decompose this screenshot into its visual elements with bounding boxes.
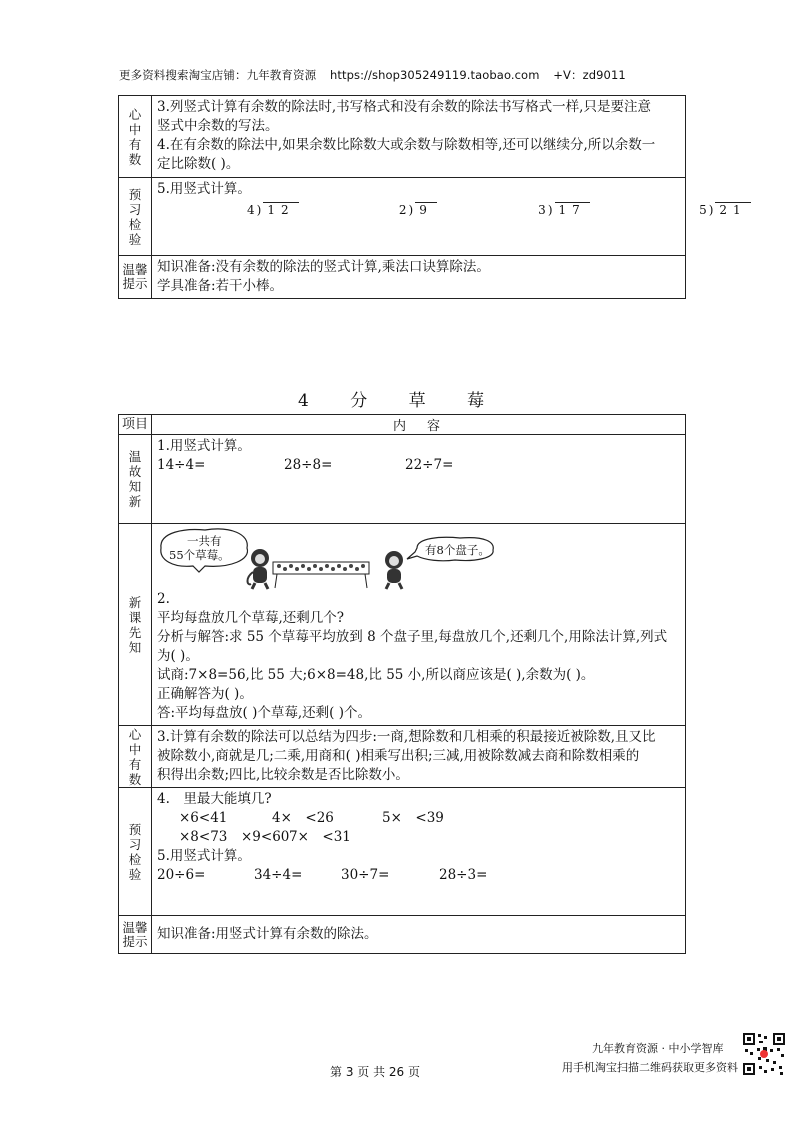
footer-brand: 九年教育资源 · 中小学智库 xyxy=(592,1042,724,1055)
review-content: 1.用竖式计算。 14÷4= 28÷8= 22÷7= xyxy=(152,435,686,524)
label-mind-2: 心 中 有 数 xyxy=(119,726,152,788)
table-lesson-4 xyxy=(118,414,686,954)
label-preview-2: 预 习 检 验 xyxy=(119,788,152,916)
label-tips: 温馨 提示 xyxy=(119,256,152,299)
long-division-3: 3 ) 17 xyxy=(538,201,590,220)
bubble1-line2: 55个草莓。 xyxy=(169,548,230,562)
label-preview: 预 习 检 验 xyxy=(119,178,152,256)
illustration xyxy=(157,526,681,590)
new-lesson-content: 一共有 55个草莓。 有8个盘子。 2. 平均每盘放几个草莓,还剩几个? 分析与解答:求 55 个草莓平均放到 8 个盘子里,每盘放几个,还剩几个,用除法计算,列式 为( )。 试商:7×8=56,比 55 大;6×8=48,比 55 小,所以商应该是( ),余数为( )。 正确解答为( )。 答:平均每盘放( )个草莓,还剩( )个。 xyxy=(152,524,686,726)
page-number: 第 3 页 共 26 页 xyxy=(330,1065,420,1079)
header-shop: 更多资料搜索淘宝店铺：九年教育资源 xyxy=(119,68,317,82)
col-header-content: 内 容 xyxy=(152,415,686,435)
preview-content-2: 4. 里最大能填几? ×6<41 4× <26 5× <39 ×8<73 ×9<60 7× <31 5.用竖式计算。 20÷6= 34÷4= 30÷7= 28÷3= xyxy=(152,788,686,916)
preview-content: 5.用竖式计算。 4 ) 12 2 ) 9 3 ) 17 5 ) 21 xyxy=(152,178,686,256)
mind-content: 3.列竖式计算有余数的除法时,书写格式和没有余数的除法书写格式一样,只是要注意 竖式中余数的写法。 4.在有余数的除法中,如果余数比除数大或余数与除数相等,还可以继续分,所以余数一 定比除数( )。 xyxy=(152,96,686,178)
header-wechat: +V：zd9011 xyxy=(553,68,626,82)
long-division-4: 5 ) 21 xyxy=(699,201,751,220)
tips-content: 知识准备:没有余数的除法的竖式计算,乘法口诀算除法。 学具准备:若干小棒。 xyxy=(152,256,686,299)
header-url[interactable]: https://shop305249119.taobao.com xyxy=(329,68,540,82)
long-division-1: 4 ) 12 xyxy=(247,201,299,220)
qr-code-icon[interactable] xyxy=(742,1032,786,1076)
bubble2-text: 有8个盘子。 xyxy=(425,543,490,557)
label-new-lesson: 新 课 先 知 xyxy=(119,524,152,726)
tips-content-2: 知识准备:用竖式计算有余数的除法。 xyxy=(152,916,686,954)
table-previous-lesson xyxy=(118,95,747,299)
long-division-2: 2 ) 9 xyxy=(399,201,437,220)
page-header xyxy=(119,67,636,83)
label-tips-2: 温馨 提示 xyxy=(119,916,152,954)
lesson-title: 4 分 草 莓 xyxy=(297,391,503,411)
bubble1-line1: 一共有 xyxy=(187,534,222,548)
label-mind: 心 中 有 数 xyxy=(119,96,152,178)
mind-content-2: 3.计算有余数的除法可以总结为四步:一商,想除数和几相乘的积最接近被除数,且又比 被除数小,商就是几;二乘,用商和( )相乘写出积;三减,用被除数减去商和除数相乘的 积得出余数;四比,比较余数是否比除数小。 xyxy=(152,726,686,788)
col-header-item: 项目 xyxy=(119,415,152,435)
footer-scan-text: 用手机淘宝扫描二维码获取更多资料 xyxy=(562,1061,738,1074)
label-review: 温 故 知 新 xyxy=(119,435,152,524)
